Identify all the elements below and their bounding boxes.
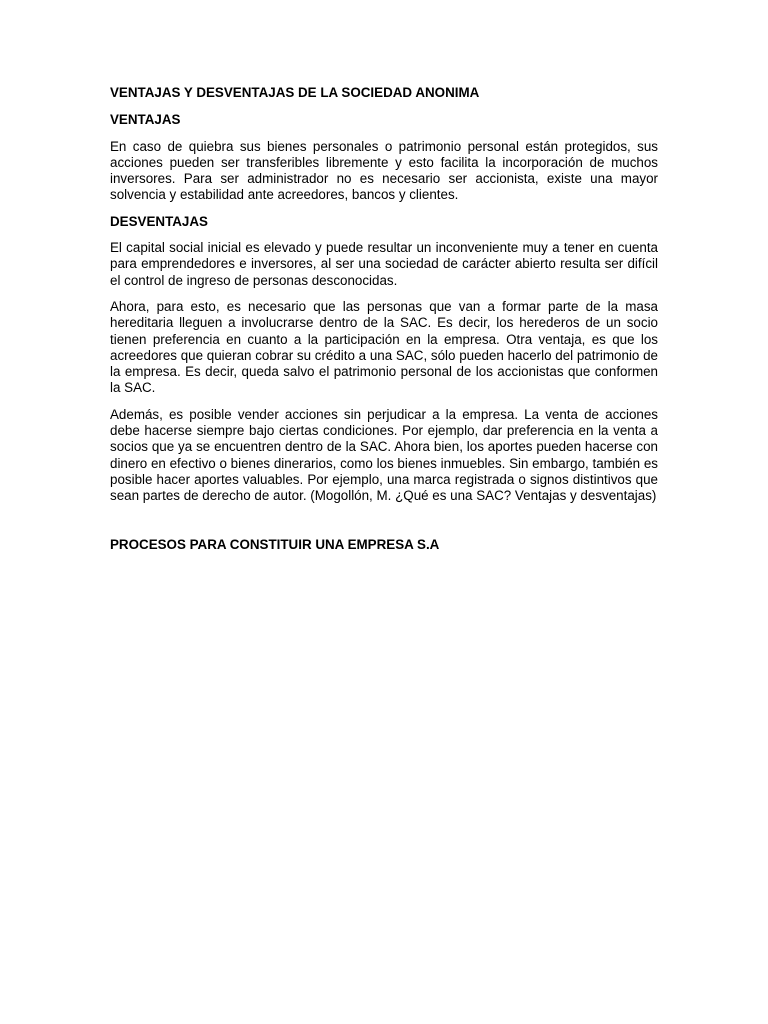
document-title: VENTAJAS Y DESVENTAJAS DE LA SOCIEDAD ANONIMA [110, 85, 480, 100]
section-heading-procesos: PROCESOS PARA CONSTITUIR UNA EMPRESA S.A [110, 536, 440, 552]
section-heading-ventajas: VENTAJAS [110, 112, 181, 128]
document-page [110, 85, 658, 553]
paragraph-desventajas-3: Además, es posible vender acciones sin perjudicar a la empresa. La venta de acciones debe hacerse siempre bajo ciertas condiciones. Por ejemplo, dar preferencia en la venta a socios que ya se encuentren dentro de la SAC. Ahora bien, los aportes pueden hacerse con dinero en efectivo o bienes dinerarios, como los bienes inmuebles. Sin embargo, también es posible hacer aportes valuables. Por ejemplo, una marca registrada o signos distintivos que sean partes de derecho de autor. (Mogollón, M. ¿Qué es una SAC? Ventajas y desventajas) [110, 406, 658, 504]
paragraph-desventajas-1: El capital social inicial es elevado y puede resultar un inconveniente muy a tener en cuenta para emprendedores e inversores, al ser una sociedad de carácter abierto resulta ser difícil el control de ingreso de personas desconocidas. [110, 240, 658, 288]
paragraph-ventajas: En caso de quiebra sus bienes personales o patrimonio personal están protegidos, sus acciones pueden ser transferibles libremente y esto facilita la incorporación de muchos inversores. Para ser administrador no es necesario ser accionista, existe una mayor solvencia y estabilidad ante acreedores, bancos y clientes. [110, 138, 658, 203]
paragraph-desventajas-2: Ahora, para esto, es necesario que las personas que van a formar parte de la masa hereditaria lleguen a involucrarse dentro de la SAC. Es decir, los herederos de un socio tienen preferencia en cuanto a la participación en la empresa. Otra ventaja, es que los acreedores que quieran cobrar su crédito a una SAC, sólo pueden hacerlo del patrimonio de la empresa. Es decir, queda salvo el patrimonio personal de los accionistas que conformen la SAC. [110, 298, 658, 396]
section-heading-desventajas: DESVENTAJAS [110, 213, 208, 229]
